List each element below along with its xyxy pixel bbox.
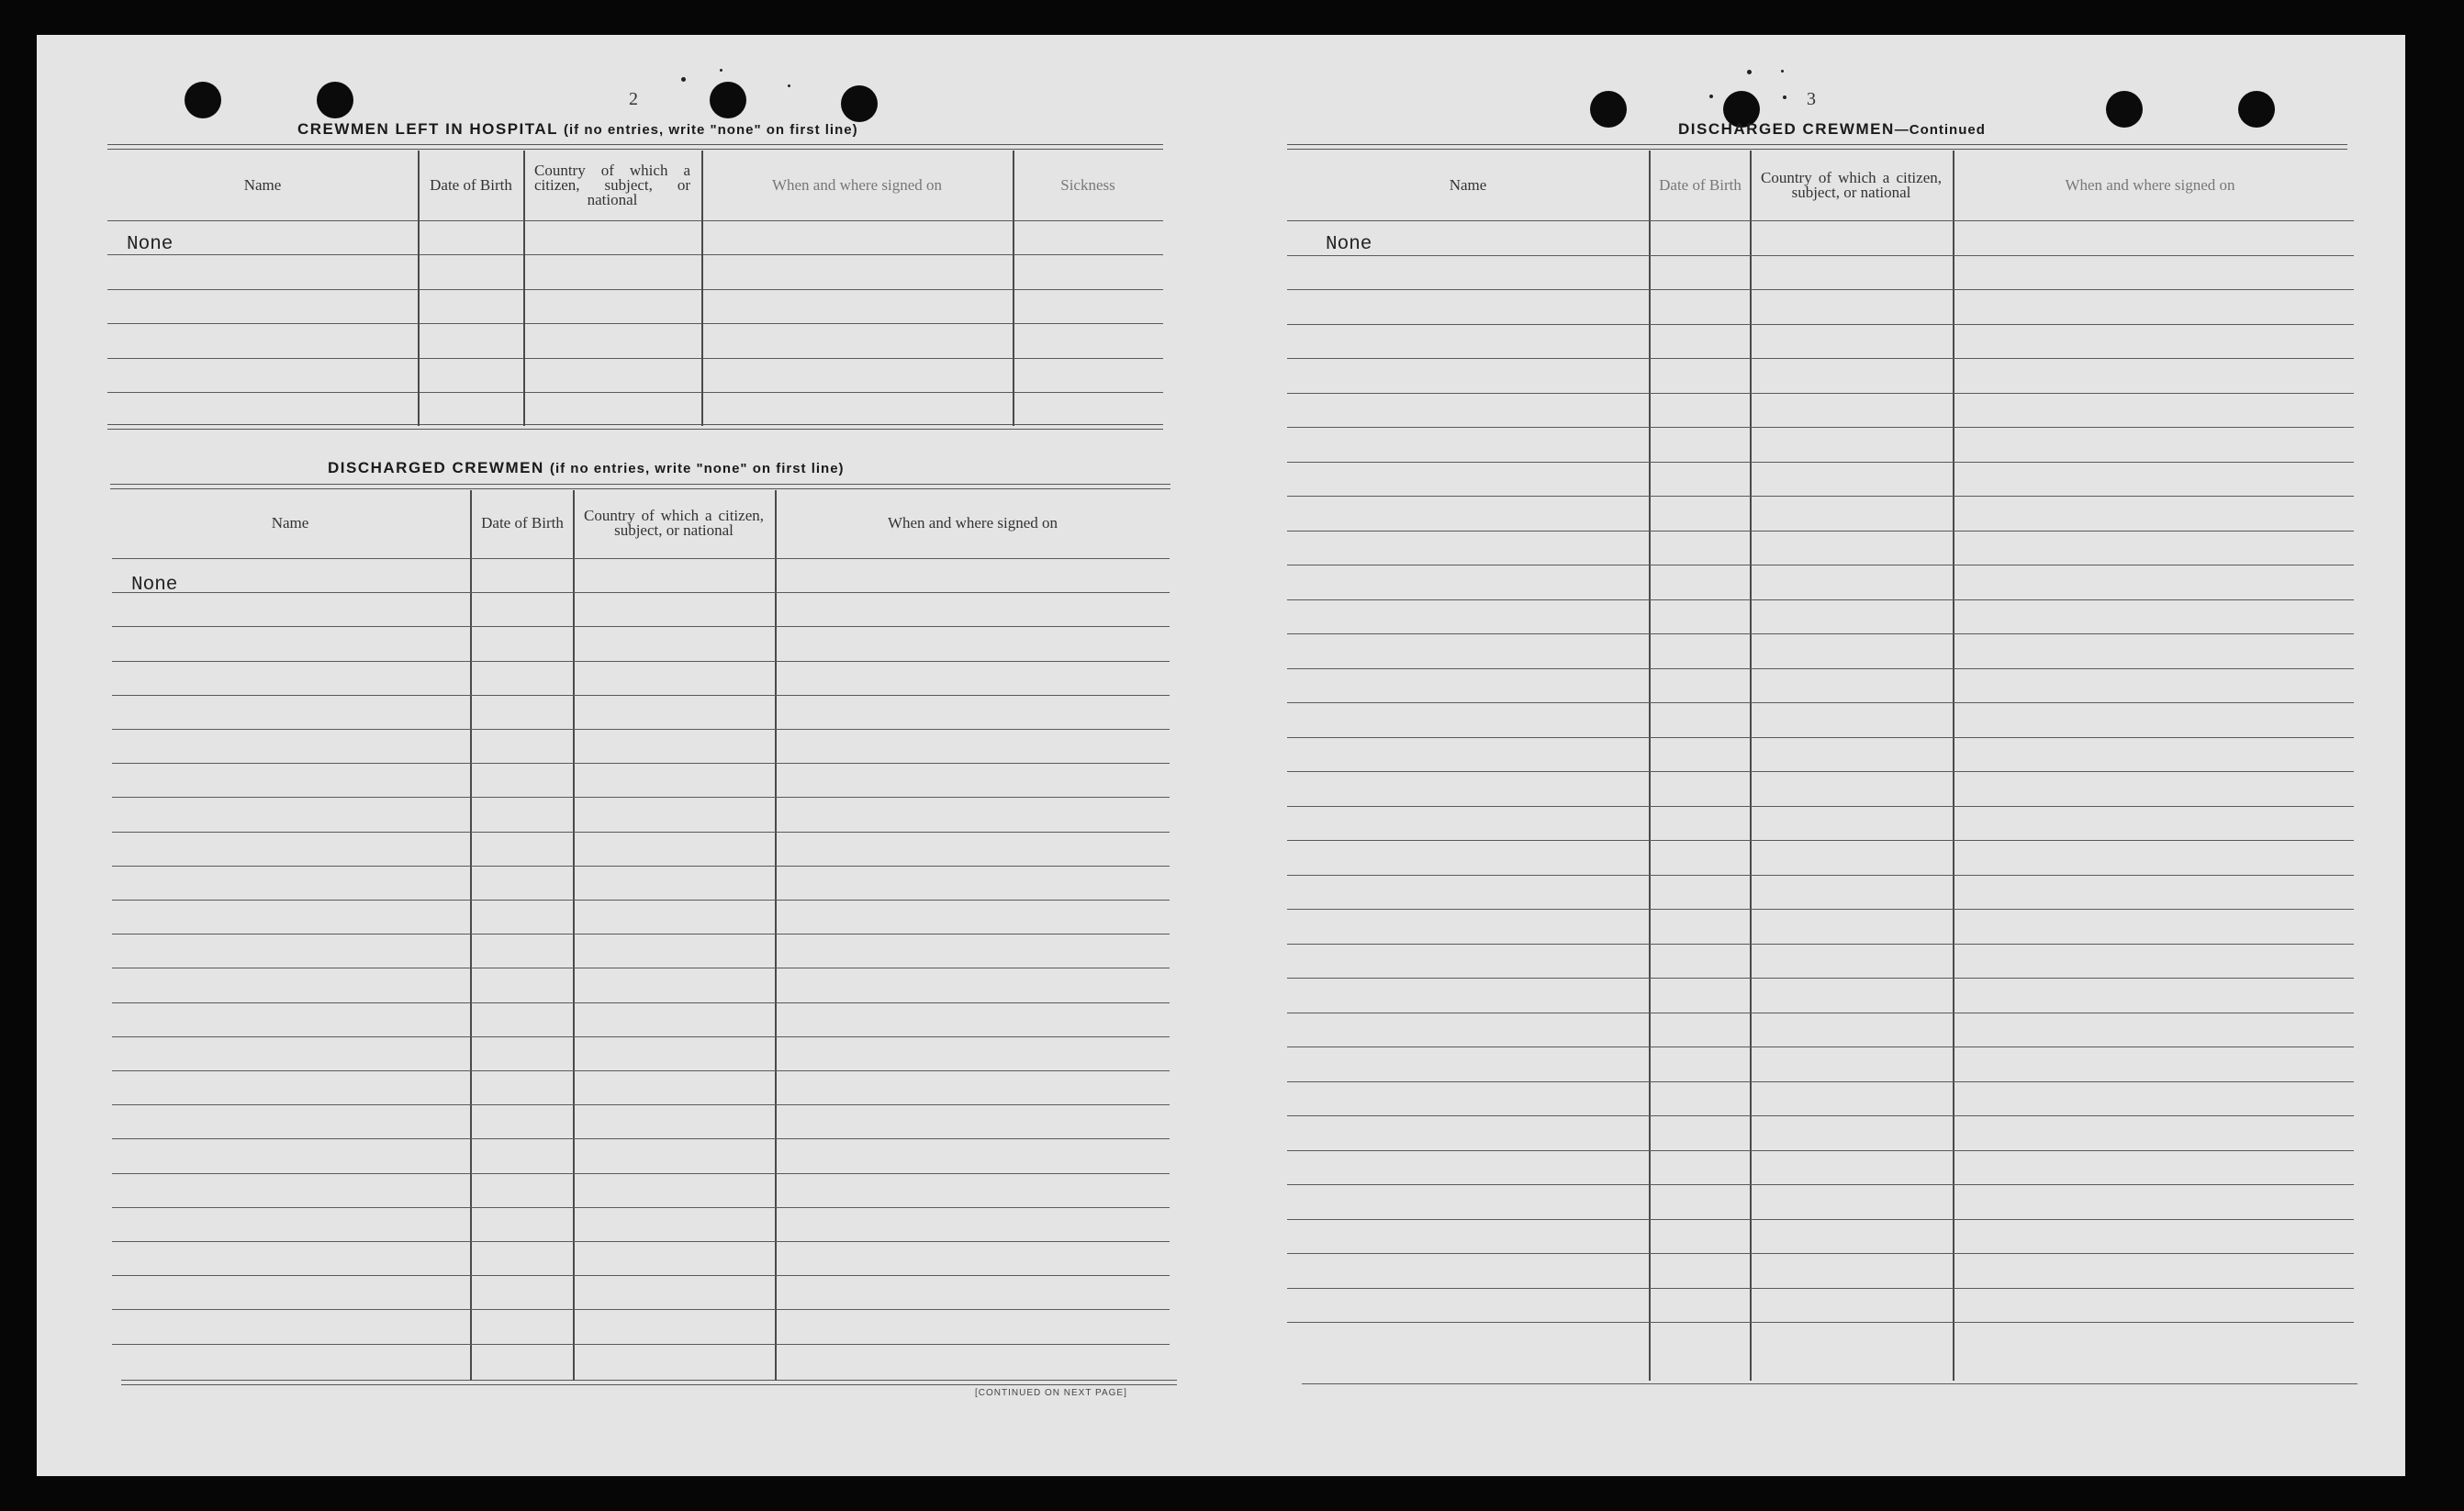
- column-header-signed-on: When and where signed on: [887, 514, 1058, 532]
- ruled-line: [112, 1207, 1170, 1208]
- section-subtitle: (if no entries, write "none" on first line): [549, 461, 845, 476]
- ruled-line: [1287, 1288, 2354, 1289]
- ruled-line: [112, 626, 1170, 627]
- ruled-line: [1287, 531, 2354, 532]
- ruled-line: [1287, 462, 2354, 463]
- right-page: [1221, 35, 2405, 1476]
- ruled-line: [112, 900, 1170, 901]
- ruled-line: [1287, 324, 2354, 325]
- ruled-line: [112, 1070, 1170, 1071]
- ruled-line: [1287, 358, 2354, 359]
- ruled-line: [1287, 771, 2354, 772]
- column-header-sickness: Sickness: [1060, 176, 1115, 194]
- ruled-line: [1287, 427, 2354, 428]
- punch-hole: [841, 85, 878, 122]
- page-number: 2: [629, 89, 638, 109]
- column-header-signed-on: When and where signed on: [2065, 176, 2235, 194]
- page-number: 3: [1807, 89, 1816, 109]
- ruled-line: [1287, 806, 2354, 807]
- ruled-line: [112, 1344, 1170, 1345]
- column-header-name: Name: [243, 176, 282, 194]
- ruled-line: [112, 797, 1170, 798]
- ruled-line: [1287, 1184, 2354, 1185]
- ruled-line: [112, 729, 1170, 730]
- punch-hole: [2238, 91, 2275, 128]
- punch-hole: [1590, 91, 1627, 128]
- ruled-line: [1287, 1150, 2354, 1151]
- ruled-line: [1287, 1219, 2354, 1220]
- column-header-date-of-birth: Date of Birth: [481, 514, 564, 532]
- ruled-line: [112, 1104, 1170, 1105]
- ruled-line: [112, 1241, 1170, 1242]
- ruled-line: [1287, 1253, 2354, 1254]
- document-sheet: [37, 35, 2405, 1476]
- ruled-line: [1287, 393, 2354, 394]
- section-title-hospital: [297, 120, 858, 139]
- column-header-country: Country of which a citizen, subject, or national: [584, 507, 764, 539]
- column-header-name: Name: [271, 514, 309, 532]
- left-page: [37, 35, 1221, 1476]
- continued-footnote: [CONTINUED ON NEXT PAGE]: [975, 1388, 1127, 1398]
- section-title-suffix: —Continued: [1894, 122, 1986, 138]
- ruled-line: [112, 1173, 1170, 1174]
- section-title-discharged-continued: [1678, 120, 1986, 139]
- ruled-line: [112, 558, 1170, 559]
- ruled-line: [1287, 944, 2354, 945]
- column-header-country: Country of which a citizen, subject, or national: [1761, 169, 1942, 201]
- ruled-line: [1287, 737, 2354, 738]
- ruled-line: [1287, 909, 2354, 910]
- ruled-line: [112, 1309, 1170, 1310]
- ruled-line: [112, 1002, 1170, 1003]
- ruled-line: [112, 763, 1170, 764]
- ruled-line: [112, 1036, 1170, 1037]
- ruled-line: [1287, 496, 2354, 497]
- ruled-line: [1287, 1115, 2354, 1116]
- ruled-line: [1287, 978, 2354, 979]
- column-header-country: Country of which a citizen, subject, or national: [534, 162, 690, 208]
- ruled-line: [112, 661, 1170, 662]
- ruled-line: [1287, 1322, 2354, 1323]
- column-header-name: Name: [1449, 176, 1487, 194]
- ruled-line: [112, 866, 1170, 867]
- section-title-text: DISCHARGED CREWMEN: [328, 459, 544, 476]
- punch-hole: [185, 82, 221, 118]
- ruled-line: [1287, 289, 2354, 290]
- ruled-line: [112, 1138, 1170, 1139]
- punch-hole: [2106, 91, 2143, 128]
- ruled-line: [1287, 255, 2354, 256]
- ruled-line: [1287, 702, 2354, 703]
- ruled-line: [112, 592, 1170, 593]
- ruled-line: [112, 695, 1170, 696]
- typed-entry: None: [131, 575, 178, 596]
- punch-hole: [710, 82, 746, 118]
- section-title-text: DISCHARGED CREWMEN: [1678, 120, 1895, 138]
- typed-entry: None: [127, 234, 174, 255]
- ruled-line: [1287, 840, 2354, 841]
- ruled-line: [112, 934, 1170, 935]
- section-title-discharged: [328, 459, 845, 477]
- ruled-line: [1287, 1081, 2354, 1082]
- column-header-date-of-birth: Date of Birth: [430, 176, 512, 194]
- ruled-line: [1287, 220, 2354, 221]
- ruled-line: [1287, 599, 2354, 600]
- section-title-text: CREWMEN LEFT IN HOSPITAL: [297, 120, 558, 138]
- column-header-date-of-birth: Date of Birth: [1659, 176, 1742, 194]
- ruled-line: [112, 1275, 1170, 1276]
- punch-hole: [317, 82, 353, 118]
- column-header-signed-on: When and where signed on: [771, 176, 943, 194]
- ruled-line: [1287, 875, 2354, 876]
- ruled-line: [1287, 668, 2354, 669]
- section-subtitle: (if no entries, write "none" on first line): [564, 122, 858, 138]
- ruled-line: [112, 832, 1170, 833]
- ruled-line: [1287, 633, 2354, 634]
- typed-entry: None: [1326, 234, 1372, 255]
